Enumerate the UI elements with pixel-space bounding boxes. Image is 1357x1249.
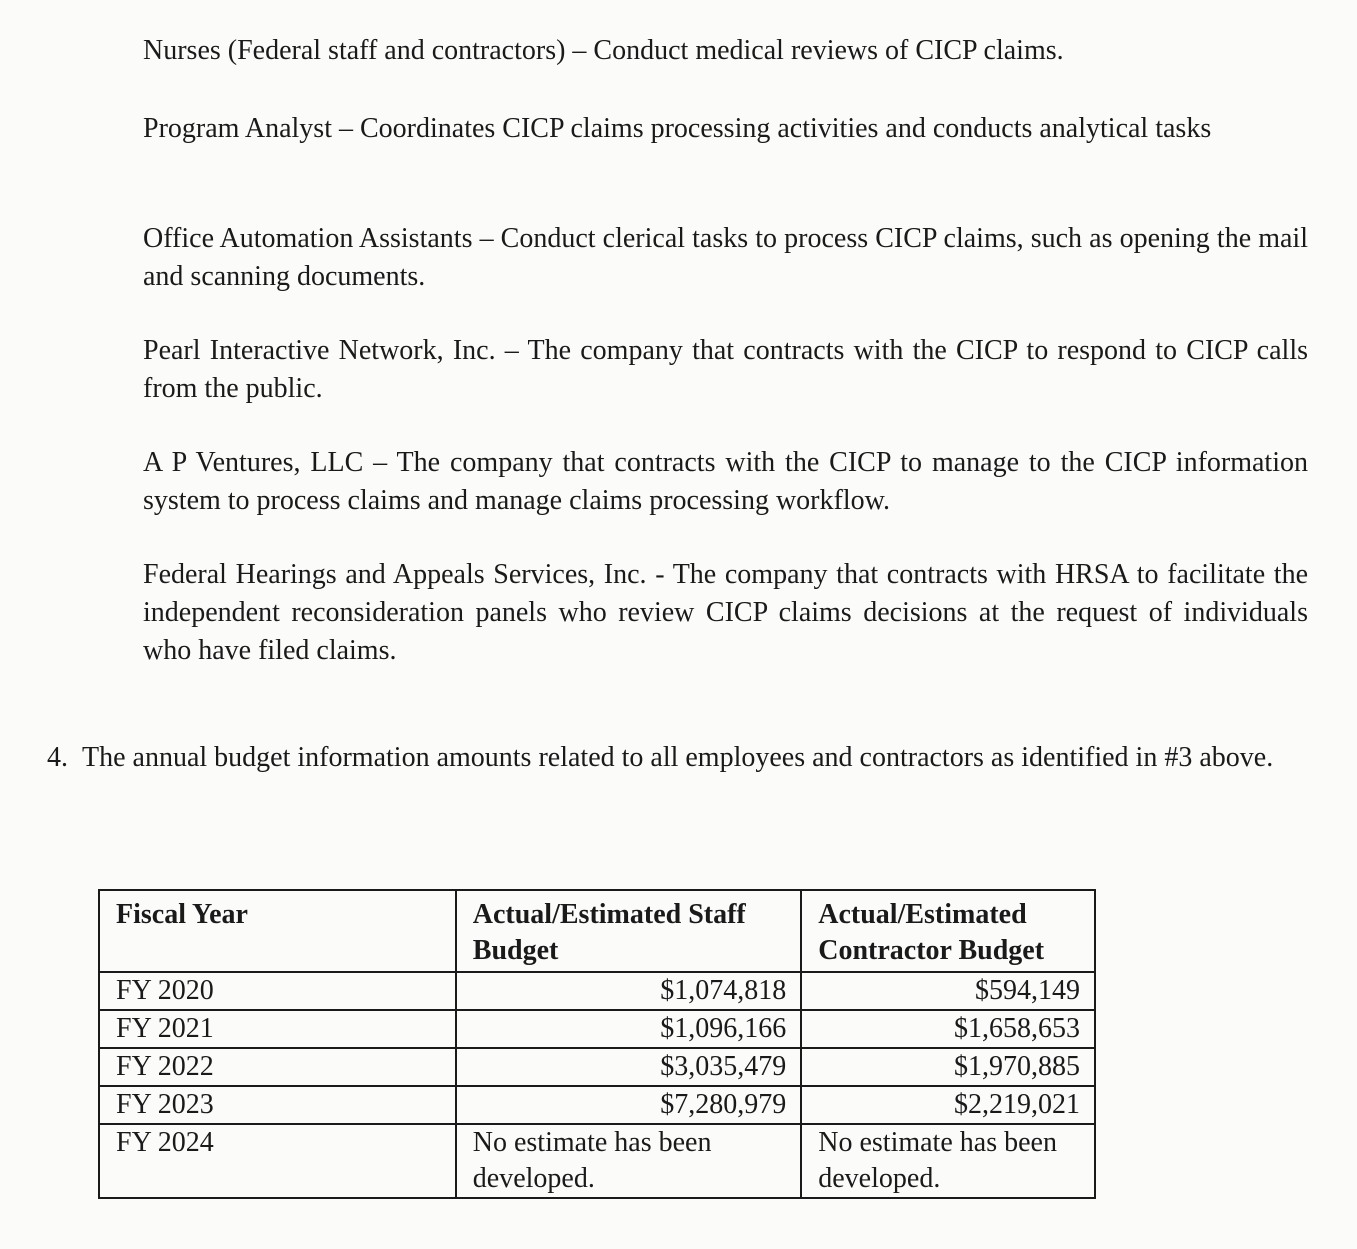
staff-budget-cell: $1,096,166 <box>456 1010 801 1048</box>
table-row <box>99 1086 1095 1124</box>
contractor-budget-cell: $594,149 <box>801 972 1095 1010</box>
table-row <box>99 972 1095 1010</box>
item-number: 4. <box>47 742 68 773</box>
table-row <box>99 1048 1095 1086</box>
nurses-paragraph: Nurses (Federal staff and contractors) – Conduct medical reviews of CICP claims. <box>143 35 1064 66</box>
table-row <box>99 1124 1095 1198</box>
staff-budget-cell: $7,280,979 <box>456 1086 801 1124</box>
fiscal-year-cell: FY 2020 <box>99 972 456 1010</box>
header-fiscal-year: Fiscal Year <box>99 890 456 972</box>
staff-budget-cell: $1,074,818 <box>456 972 801 1010</box>
budget-table <box>98 889 1096 1199</box>
ap-ventures-paragraph: A P Ventures, LLC – The company that contracts with the CICP to manage to the CICP information system to process claims and manage claims processing workflow. <box>143 447 1308 516</box>
contractor-budget-cell: $2,219,021 <box>801 1086 1095 1124</box>
pearl-interactive-paragraph: Pearl Interactive Network, Inc. – The company that contracts with the CICP to respond to CICP calls from the public. <box>143 335 1308 404</box>
fiscal-year-cell: FY 2024 <box>99 1124 456 1198</box>
contractor-budget-cell: $1,970,885 <box>801 1048 1095 1086</box>
header-staff-budget: Actual/Estimated Staff Budget <box>456 890 801 972</box>
item-4-paragraph <box>47 738 1307 778</box>
table-row <box>99 1010 1095 1048</box>
fiscal-year-cell: FY 2023 <box>99 1086 456 1124</box>
staff-budget-cell: $3,035,479 <box>456 1048 801 1086</box>
header-contractor-budget: Actual/Estimated Contractor Budget <box>801 890 1095 972</box>
fiscal-year-cell: FY 2022 <box>99 1048 456 1086</box>
contractor-budget-cell: $1,658,653 <box>801 1010 1095 1048</box>
program-analyst-paragraph: Program Analyst – Coordinates CICP claims processing activities and conducts analytical tasks <box>143 113 1212 144</box>
federal-hearings-paragraph: Federal Hearings and Appeals Services, Inc. - The company that contracts with HRSA to facilitate the independent reconsideration panels who review CICP claims decisions at the request of individuals who have filed claims. <box>143 559 1308 666</box>
contractor-budget-cell: No estimate has been developed. <box>801 1124 1095 1198</box>
fiscal-year-cell: FY 2021 <box>99 1010 456 1048</box>
item-text: The annual budget information amounts related to all employees and contractors as identified in #3 above. <box>82 742 1274 773</box>
office-automation-paragraph: Office Automation Assistants – Conduct clerical tasks to process CICP claims, such as opening the mail and scanning documents. <box>143 223 1308 292</box>
staff-budget-cell: No estimate has been developed. <box>456 1124 801 1198</box>
table-header-row <box>99 890 1095 972</box>
